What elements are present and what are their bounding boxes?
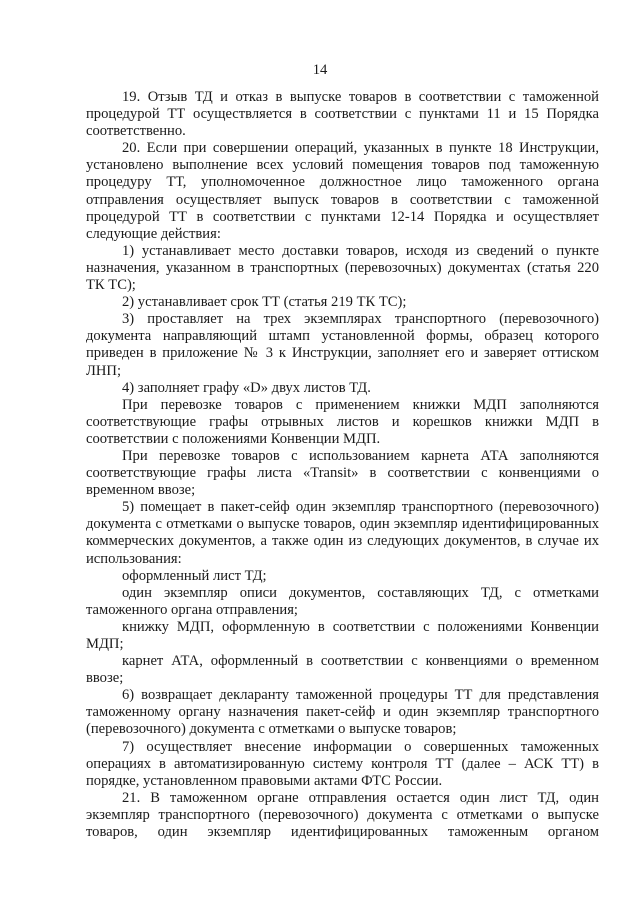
list-item-4: 4) заполняет графу «D» двух листов ТД. (122, 379, 371, 396)
sub-item-transit-declaration: оформленный лист ТД; (122, 567, 267, 584)
list-item-3: 3) проставляет на трех экземплярах транспортного (перевозочного) документа направляющий штамп установленной формы, образец которого приведен в приложение № 3 к Инструкции, заполняет его и заверяет оттиском ЛНП; (86, 311, 599, 379)
list-item-2: 2) устанавливает срок ТТ (статья 219 ТК ТС); (122, 294, 407, 311)
page-number: 14 (312, 62, 328, 78)
list-item-1: 1) устанавливает место доставки товаров, исходя из сведений о пункте назначения, указанном в транспортных (перевозочных) документах (статья 220 ТК ТС); (86, 242, 599, 294)
document-body (86, 89, 599, 841)
paragraph-19: 19. Отзыв ТД и отказ в выпуске товаров в соответствии с таможенной процедурой ТТ осуществляется в соответствии с пунктами 11 и 15 Порядка соответственно. (86, 89, 599, 140)
paragraph-20: 20. Если при совершении операций, указанных в пункте 18 Инструкции, установлено выполнение всех условий помещения товаров под таможенную процедуру ТТ, уполномоченное должностное лицо таможенного органа отправления осуществляет выпуск товаров в соответствии с таможенной процедурой ТТ в соответствии с пунктами 12-14 Порядка и осуществляет следующие действия: (86, 140, 599, 242)
ata-carnet-paragraph: При перевозке товаров с использованием карнета АТА заполняются соответствующие графы листа «Transit» в соответствии с конвенциями о временном ввозе; (86, 447, 599, 499)
paragraph-21: 21. В таможенном органе отправления остается один лист ТД, один экземпляр транспортного (перевозочного) документа с отметками о выпуске товаров, один экземпляр идентифицированных таможенным органом (86, 789, 599, 841)
list-item-6: 6) возвращает декларанту таможенной процедуры ТТ для представления таможенному органу назначения пакет-сейф и один экземпляр транспортного (перевозочного) документа с отметками о выпуске товаров; (86, 687, 599, 738)
sub-item-tir-carnet: книжку МДП, оформленную в соответствии с положениями Конвенции МДП; (86, 618, 599, 652)
list-item-7: 7) осуществляет внесение информации о совершенных таможенных операциях в автоматизированную систему контроля ТТ (далее – АСК ТТ) в порядке, установленном правовыми актами ФТС России. (86, 738, 599, 789)
tir-carnet-paragraph: При перевозке товаров с применением книжки МДП заполняются соответствующие графы отрывных листов и корешков книжки МДП в соответствии с положениями Конвенции МДП. (86, 396, 599, 447)
list-item-5: 5) помещает в пакет-сейф один экземпляр транспортного (перевозочного) документа с отметками о выпуске товаров, один экземпляр идентифицированных коммерческих документов, а также один из следующих документов, в случае их использования: (86, 499, 599, 567)
sub-item-document-inventory: один экземпляр описи документов, составляющих ТД, с отметками таможенного органа отправления; (86, 584, 599, 618)
sub-item-ata-carnet: карнет АТА, оформленный в соответствии с конвенциями о временном ввозе; (86, 653, 599, 687)
